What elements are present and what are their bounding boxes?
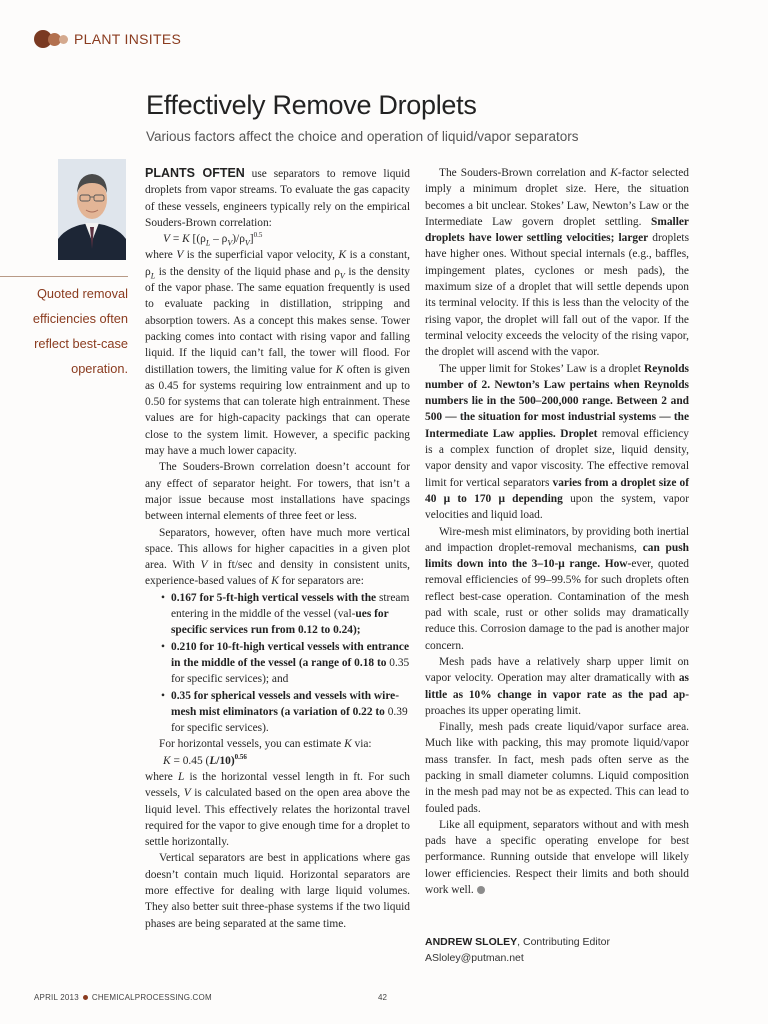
paragraph: For horizontal vessels, you can estimate K via: bbox=[159, 738, 372, 751]
paragraph: Wire-mesh mist eliminators, by providing both inertial and impaction droplet-removal mechanisms, can push limits down into the 3–10-μ range. How-ever, quoted removal efficiencies of 99–99.5% for such droplets often reflect best-case operation. Contamination of the mesh pad with scale, rust or other solids may dramatically reduce this. Corrosion damage to the pad is another major concern. bbox=[425, 525, 689, 652]
article-title: Effectively Remove Droplets bbox=[146, 90, 477, 120]
list-item: • 0.35 for spherical vessels and vessels with wire-mesh mist eliminators (a variation of 0.22 to 0.39 for specific services). bbox=[161, 688, 410, 737]
page-number: 42 bbox=[378, 993, 387, 1002]
equation-horizontal: K = 0.45 $(L/10)^{0.56}$ bbox=[163, 752, 247, 767]
footer-issue: APRIL 2013 bbox=[34, 993, 79, 1002]
author-email[interactable]: ASloley@putman.net bbox=[425, 952, 524, 964]
paragraph: Finally, mesh pads create liquid/vapor surface area. Much like with packing, this may promote liquid/vapor mass transfer. In fact, mesh pads often serve as the packing in small diameter columns. Liquid composition in the mesh pad may not be as expected. This can lead to fouled pads. bbox=[425, 721, 689, 815]
list-item: • 0.210 for 10-ft-high vertical vessels with entrance in the middle of the vessel (a range of 0.18 to 0.35 for specific services); and bbox=[161, 639, 410, 688]
body-column-2 bbox=[425, 165, 689, 898]
paragraph: where L is the horizontal vessel length in ft. For such vessels, V is calculated based on the open area above the liquid level. This effectively relates the horizontal travel required for the vapor to give enough time for a droplet to settle horizontally. bbox=[145, 770, 410, 849]
section-label: PLANT INSITES bbox=[74, 31, 182, 47]
author-byline bbox=[425, 934, 610, 966]
lead-in: PLANTS OFTEN bbox=[145, 166, 245, 180]
paragraph bbox=[145, 165, 410, 231]
paragraph: Mesh pads have a relatively sharp upper limit on vapor velocity. Operation may alter dramatically with as little as 10% change in vapor rate as the pad ap-proaches its upper operating limit. bbox=[425, 655, 689, 717]
section-header bbox=[34, 28, 181, 50]
three-dots-logo-icon bbox=[34, 30, 68, 48]
footer-dot-icon bbox=[83, 995, 88, 1000]
article-subtitle: Various factors affect the choice and operation of liquid/vapor separators bbox=[146, 129, 579, 144]
pull-quote: Quoted removal efficiencies often reflect best-case operation. bbox=[0, 276, 128, 381]
paragraph: The Souders-Brown correlation doesn’t account for any effect of separator height. For towers, that isn’t a major issue because most installations have spacings between internal elements of three feet or less. bbox=[145, 461, 410, 523]
paragraph: Like all equipment, separators without and with mesh pads have a specific operating envelope for best performance. Running outside that envelope will likely lower efficiencies. Respect their limits and both should work well. bbox=[425, 818, 689, 897]
equation-souders-brown: V = K $[(\rho_L - \rho_V)/\rho_V]^{0.5}$ bbox=[163, 231, 263, 248]
paragraph: Separators, however, often have much more vertical space. This allows for higher capacities in a given plot area. With V in ft/sec and density in consistent units, experience-based values of K for separators are: bbox=[145, 526, 410, 588]
author-role: , Contributing Editor bbox=[517, 936, 610, 948]
paragraph: where V is the superficial vapor velocity, K is a constant, $\rho_L$ is the density of the liquid phase and $\rho_V$ is the density of the vapor phase. The same equation frequently is used to evaluate packing in distillation, stripping and absorption towers. As a concept this makes sense. Tower packing comes into contact with rising vapor and falling liquid. If the liquid can’t fall, the tower will flood. For distillation towers, the limiting value for K often is given as 0.45 for systems requiring low entrainment and up to 0.50 for systems that can tolerate high entrainment. These values are for high-capacity packings that can operate close to the system limit. However, a specific packing may have a much lower capacity. bbox=[145, 249, 411, 458]
paragraph: The Souders-Brown correlation and K-factor selected imply a minimum droplet size. Here, the situation becomes a bit unclear. Stokes’ Law, Newton’s Law or the Intermediate Law govern droplet settling. Smaller droplets have lower settling velocities; larger droplets have higher ones. Without special internals (e.g., baffles, impingement plates, cyclones or mesh pads), the maximum size of a droplet that will settle depends upon its terminal velocity. If this is less than the velocity of the rising vapor, the droplet will fall out of the vapor. If the terminal velocity exceeds the velocity of the rising vapor, the droplet will ascend with the vapor. bbox=[425, 167, 690, 359]
body-column-1 bbox=[145, 165, 410, 932]
author-name: ANDREW SLOLEY bbox=[425, 936, 518, 948]
bullet-icon: • bbox=[161, 640, 165, 653]
author-photo bbox=[58, 159, 126, 260]
footer-site[interactable]: CHEMICALPROCESSING.COM bbox=[91, 993, 212, 1002]
author-portrait-image bbox=[58, 159, 126, 260]
list-item: • 0.167 for 5-ft-high vertical vessels with the stream entering in the middle of the vessel (val-ues for specific services run from 0.12 to 0.24); bbox=[161, 590, 410, 639]
paragraph: Vertical separators are best in applications where gas doesn’t contain much liquid. Horizontal separators are more effective for dealing with large liquid volumes. They also better suit three-phase systems if the two liquid phases are being separated at the same time. bbox=[145, 852, 410, 930]
bullet-icon: • bbox=[161, 591, 165, 604]
bullet-icon: • bbox=[161, 689, 165, 702]
paragraph: The upper limit for Stokes’ Law is a droplet Reynolds number of 2. Newton’s Law pertains when Reynolds numbers lie in the 500–200,000 range. Between 2 and 500 — the situation for most industrial systems — the Intermediate Law applies. Droplet removal efficiency is a complex function of droplet size, liquid density, vapor density and vapor viscosity. The effective removal limit for vertical separators varies from a droplet size of 40 μ to 170 μ depending upon the system, vapor velocities and liquid load. bbox=[425, 362, 690, 522]
page-footer bbox=[34, 993, 212, 1002]
text: use separators to remove liquid droplets from vapor streams. To evaluate the gas capacity of these vessels, engineers typically rely on the empirical Souders-Brown correlation: bbox=[145, 168, 410, 229]
end-mark-icon bbox=[477, 886, 485, 894]
